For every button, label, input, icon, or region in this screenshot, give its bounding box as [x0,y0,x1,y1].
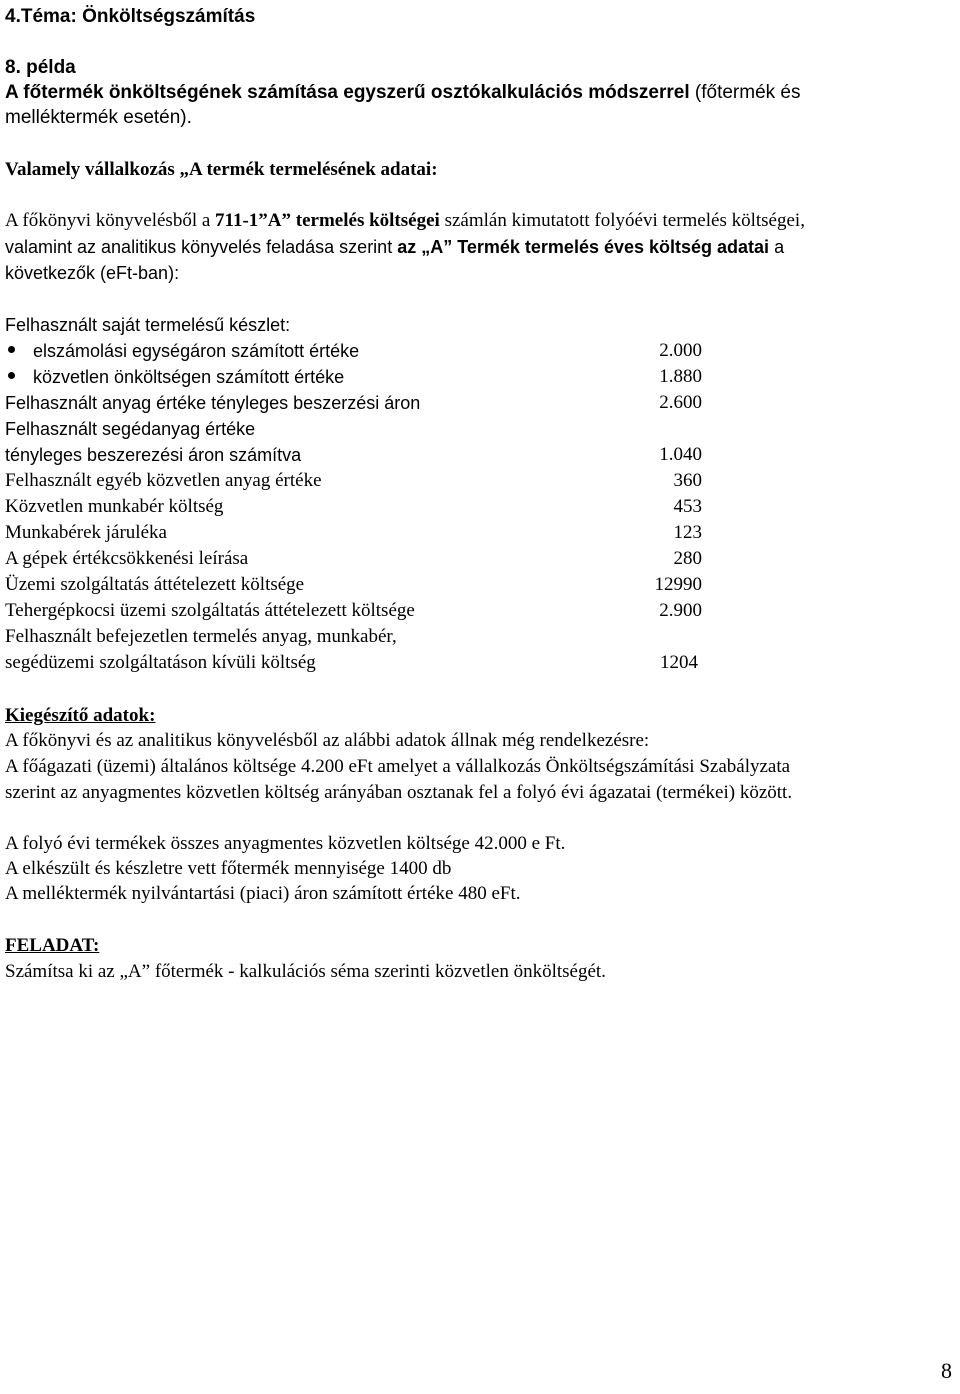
supplementary-line: szerint az anyagmentes közvetlen költség arányában osztanak fel a folyó évi ágazatai (termékei) között. [5,782,793,803]
page-number: 8 [941,1358,952,1383]
item-label: segédüzemi szolgáltatáson kívüli költség [5,652,316,673]
task-heading: FELADAT: [5,935,100,956]
item-label: Felhasznált segédanyag értéke [5,419,256,439]
bullet-icon [8,372,15,379]
item-label: tényleges beszerezési áron számítva [5,445,302,465]
item-value: 1204 [660,652,698,673]
item-value: 453 [673,496,702,517]
item-label: Munkabérek járuléka [5,522,167,543]
supplementary-line: A melléktermék nyilvántartási (piaci) áron számított értéke 480 eFt. [5,883,521,904]
example-subtitle [5,81,801,105]
task-text: Számítsa ki az „A” főtermék - kalkulációs séma szerinti közvetlen önköltségét. [5,961,606,982]
intro-heading: Valamely vállalkozás „A termék termelésének adatai: [5,159,438,180]
item-label: közvetlen önköltségen számított értéke [33,367,345,387]
intro-line-2 [5,235,784,259]
subtitle-bold: A főtermék önköltségének számítása egyszerű osztókalkulációs módszerrel [5,82,690,103]
subtitle-line-2: melléktermék esetén). [5,107,192,128]
bullet-icon [8,346,15,353]
item-value: 2.600 [659,392,702,413]
intro-text: valamint az analitikus könyvelés feladása szerint [5,237,398,257]
intro-text: A főkönyvi könyvelésből a [5,210,216,231]
intro-line-1 [5,209,805,233]
cost-data-label: az „A” Termék termelés éves költség adatai [397,237,770,257]
subtitle-rest: (főtermék és [689,82,801,103]
item-label: Tehergépkocsi üzemi szolgáltatás áttételezett költsége [5,600,415,621]
item-value: 280 [673,548,702,569]
item-value: 1.040 [659,444,702,465]
intro-text: számlán kimutatott folyóévi termelés költségei, [439,210,805,231]
supplementary-line: A főágazati (üzemi) általános költsége 4.200 eFt amelyet a vállalkozás Önköltségszámítási Szabályzata [5,756,791,777]
item-label: Közvetlen munkabér költség [5,496,224,517]
item-label: A gépek értékcsökkenési leírása [5,548,249,569]
item-value: 123 [673,522,702,543]
supplementary-line: A főkönyvi és az analitikus könyvelésből az alábbi adatok állnak még rendelkezésre: [5,730,650,751]
item-value: 2.900 [659,600,702,621]
supplementary-line: A folyó évi termékek összes anyagmentes közvetlen költsége 42.000 e Ft. [5,833,566,854]
item-value: 2.000 [659,340,702,361]
item-value: 360 [673,470,702,491]
supplementary-heading: Kiegészítő adatok: [5,705,156,726]
item-label: Felhasznált anyag értéke tényleges beszerzési áron [5,393,421,413]
example-number: 8. példa [5,57,76,78]
own-stock-label: Felhasznált saját termelésű készlet: [5,315,291,335]
item-label: Felhasznált befejezetlen termelés anyag, munkabér, [5,626,397,647]
account-label: 711-1”A” termelés költségei [215,210,440,231]
item-label: elszámolási egységáron számított értéke [33,341,360,361]
item-value: 1.880 [659,366,702,387]
intro-line-3: következők (eFt-ban): [5,263,180,283]
supplementary-line: A elkészült és készletre vett főtermék mennyisége 1400 db [5,858,452,879]
intro-text: a [769,237,785,257]
item-label: Felhasznált egyéb közvetlen anyag értéke [5,470,322,491]
topic-heading: 4.Téma: Önköltségszámítás [5,6,256,27]
item-label: Üzemi szolgáltatás áttételezett költsége [5,574,305,595]
item-value: 12990 [654,574,702,595]
